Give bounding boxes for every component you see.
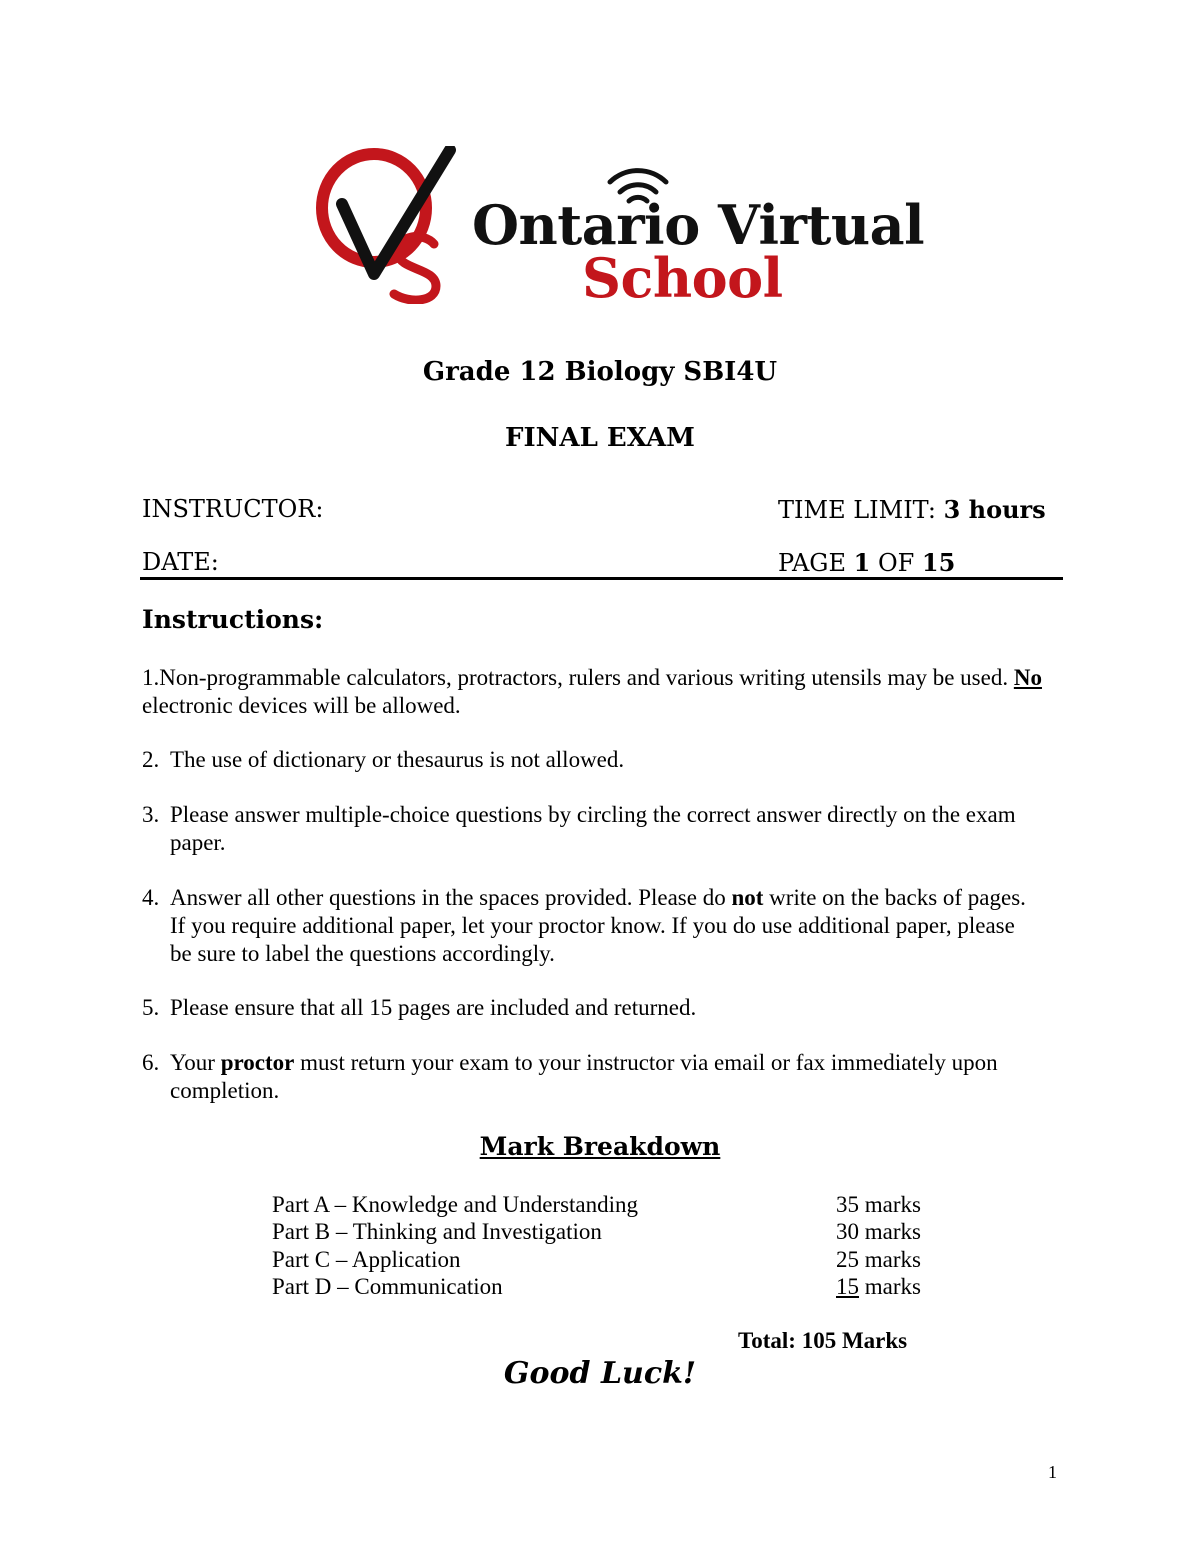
instruction-item-5 [142, 994, 1042, 1022]
instructions-heading: Instructions: [142, 605, 324, 634]
instruction-number: 4. [142, 885, 160, 910]
part-b-label: Part B – Thinking and Investigation [272, 1219, 602, 1244]
marks-unit: marks [859, 1219, 921, 1244]
instruction-number: 2. [142, 747, 160, 772]
time-limit-value: 3 hours [943, 495, 1046, 524]
part-a-marks [836, 1192, 921, 1218]
date-label: DATE: [142, 548, 219, 576]
instruction-number: 5. [142, 995, 160, 1020]
instruction-text: must return your exam to your instructor via email or fax immediately upon completion. [170, 1050, 998, 1103]
exam-title: FINAL EXAM [505, 423, 695, 453]
part-d-label: Part D – Communication [272, 1274, 503, 1299]
instruction-item-3 [142, 801, 1042, 857]
instruction-text: Non-programmable calculators, protractors, rulers and various writing utensils may be used. [159, 665, 1014, 690]
time-limit-label: TIME LIMIT: [778, 496, 936, 524]
marks-unit: marks [859, 1274, 921, 1299]
instruction-number: 1. [142, 665, 160, 690]
part-a-label: Part A – Knowledge and Understanding [272, 1192, 639, 1217]
mark-breakdown-heading: Mark Breakdown [479, 1132, 721, 1161]
part-c-marks [836, 1247, 921, 1273]
marks-unit: marks [859, 1247, 921, 1272]
page-total: 15 [921, 548, 956, 577]
instruction-text: Please ensure that all 15 pages are included and returned. [170, 995, 697, 1020]
marks-value: 30 [836, 1219, 859, 1244]
logo-text-school: School [582, 246, 783, 310]
instruction-item-6 [142, 1049, 1042, 1105]
instruction-item-4 [142, 884, 1042, 968]
instruction-emphasis: proctor [220, 1050, 295, 1075]
header-divider [140, 577, 1063, 580]
instruction-item-1 [142, 664, 1042, 720]
instruction-number: 3. [142, 802, 160, 827]
instruction-emphasis: not [731, 885, 764, 910]
part-d-marks [836, 1274, 921, 1300]
instruction-text: Your [170, 1050, 221, 1075]
marks-value: 15 [836, 1274, 859, 1299]
total-marks: Total: 105 Marks [738, 1328, 908, 1353]
part-b-marks [836, 1219, 921, 1245]
ovs-logo-mark [312, 146, 457, 304]
instructor-label: INSTRUCTOR: [142, 495, 324, 523]
instruction-text: electronic devices will be allowed. [142, 693, 461, 718]
instruction-text: The use of dictionary or thesaurus is not allowed. [170, 747, 625, 772]
page-number: 1 [1048, 1462, 1057, 1482]
instruction-text: Answer all other questions in the spaces provided. Please do [170, 885, 732, 910]
good-luck-message: Good Luck! [503, 1356, 697, 1391]
course-title: Grade 12 Biology SBI4U [422, 357, 778, 387]
page-of: OF [877, 549, 915, 577]
instruction-number: 6. [142, 1050, 160, 1075]
instruction-text: write on the backs of pages. If you require additional paper, let your proctor know. If you do use additional paper, please be sure to label the questions accordingly. [170, 885, 1026, 966]
instruction-emphasis: No [1013, 665, 1042, 690]
instruction-text: Please answer multiple-choice questions by circling the correct answer directly on the exam paper. [170, 802, 1016, 855]
part-c-label: Part C – Application [272, 1247, 461, 1272]
marks-value: 35 [836, 1192, 859, 1217]
time-limit [778, 495, 1046, 524]
marks-unit: marks [859, 1192, 921, 1217]
logo-text-ontario-virtual: Ontario Virtual [472, 193, 925, 257]
marks-value: 25 [836, 1247, 859, 1272]
page-current: 1 [853, 548, 871, 577]
page-label: PAGE [778, 549, 846, 577]
instruction-item-2 [142, 746, 1042, 774]
page-indicator [778, 548, 955, 577]
